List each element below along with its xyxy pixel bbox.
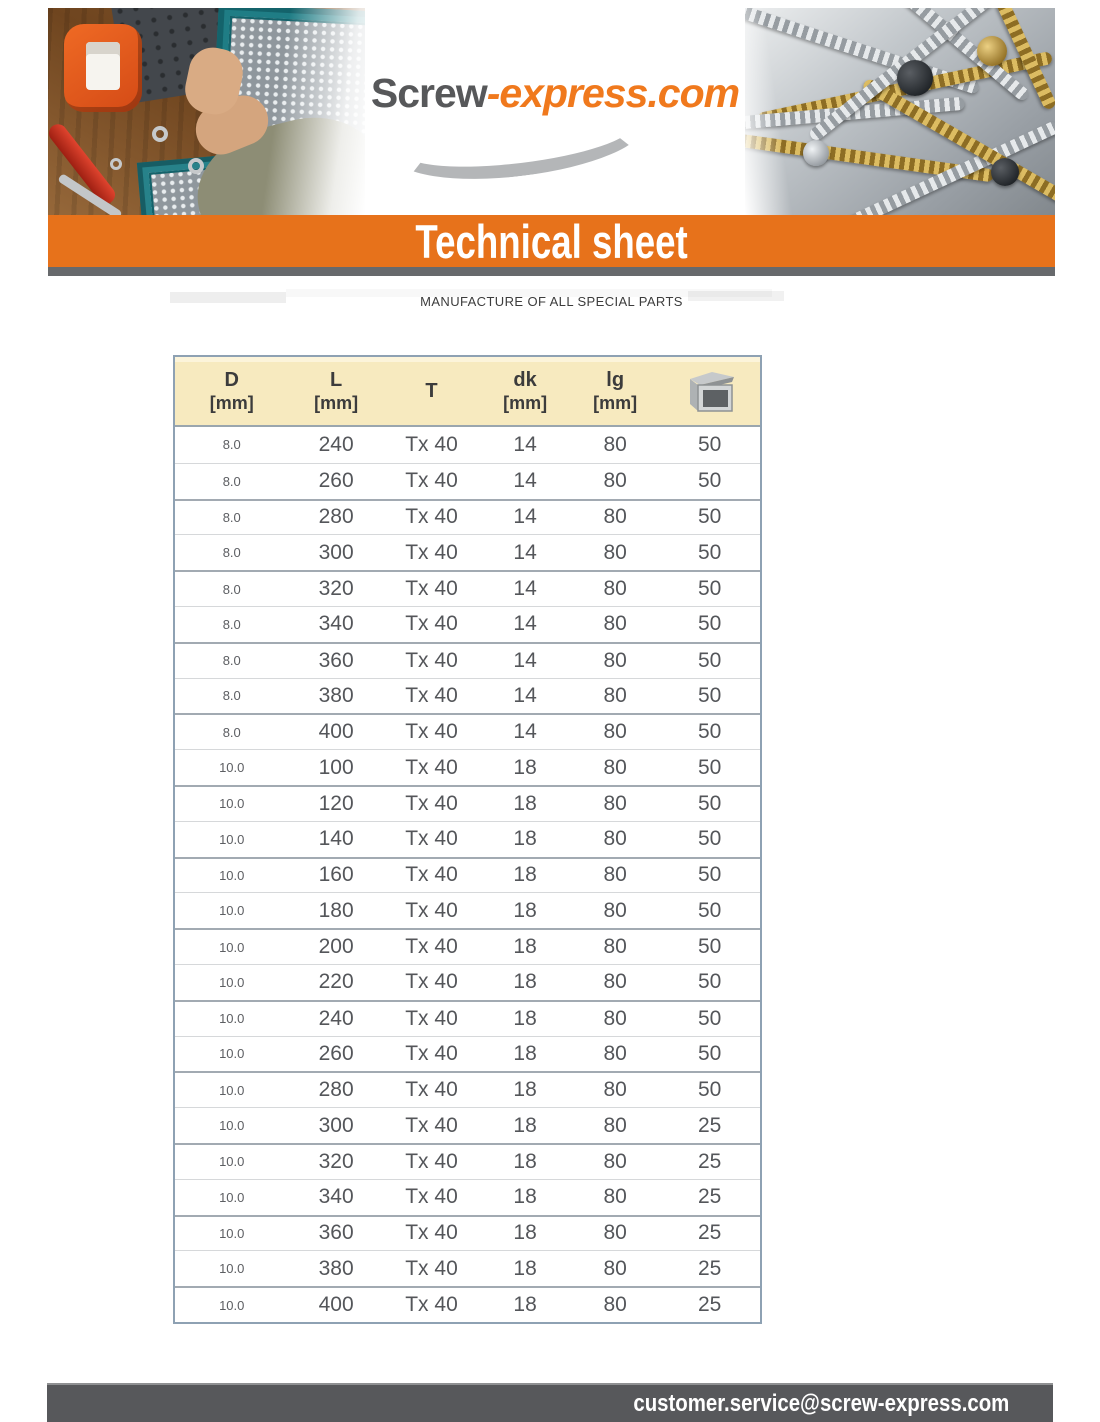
table-cell: 80	[603, 1221, 627, 1245]
table-cell: Tx 40	[405, 720, 458, 744]
table-cell: 14	[513, 648, 537, 672]
table-cell: 260	[318, 469, 354, 493]
table-cell: 400	[318, 720, 354, 744]
table-cell: 380	[318, 683, 354, 707]
photo-decor	[48, 8, 365, 215]
table-cell: 25	[697, 1221, 722, 1245]
table-cell: 14	[513, 683, 537, 707]
table-cell: 50	[697, 683, 722, 707]
table-cell: 18	[513, 970, 537, 994]
table-cell: 380	[318, 1256, 354, 1280]
column-label: lg	[606, 369, 625, 391]
spec-table	[173, 355, 762, 1324]
screws-pile-photo	[745, 8, 1055, 215]
table-cell: 320	[318, 1149, 354, 1173]
table-cell: 80	[603, 577, 627, 601]
table-row	[175, 892, 760, 928]
table-cell: 18	[513, 1149, 537, 1173]
table-cell: Tx 40	[405, 1256, 458, 1280]
table-cell: 50	[697, 540, 722, 564]
column-label: T	[425, 380, 438, 402]
table-cell: 10.0	[219, 974, 245, 990]
table-cell: 14	[513, 540, 537, 564]
table-cell: 50	[697, 1006, 722, 1030]
column-label: L	[330, 369, 343, 391]
table-row	[175, 534, 760, 570]
table-cell: 8.0	[222, 688, 241, 704]
table-cell: 80	[603, 970, 627, 994]
table-cell: 80	[603, 1256, 627, 1280]
table-cell: 80	[603, 612, 627, 636]
table-cell: 80	[603, 1041, 627, 1065]
table-cell: Tx 40	[405, 1221, 458, 1245]
table-cell: 50	[697, 1041, 722, 1065]
table-cell: 280	[318, 505, 354, 529]
table-cell: Tx 40	[405, 683, 458, 707]
column-header-d	[175, 357, 288, 425]
column-unit: [mm]	[209, 393, 254, 413]
column-unit: [mm]	[314, 393, 359, 413]
table-cell: 10.0	[219, 939, 245, 955]
table-cell: Tx 40	[405, 1149, 458, 1173]
logo-text-primary: Screw	[370, 70, 487, 116]
table-row	[175, 713, 760, 749]
table-cell: 14	[513, 469, 537, 493]
column-header-dk	[479, 357, 571, 425]
table-cell: 18	[513, 898, 537, 922]
table-cell: 18	[513, 1113, 537, 1137]
table-row	[175, 1215, 760, 1251]
workbench-photo	[48, 8, 365, 215]
table-row	[175, 1250, 760, 1286]
contact-email: customer.service@screw-express.com	[633, 1389, 1009, 1417]
table-cell: 14	[513, 720, 537, 744]
table-cell: 160	[318, 863, 354, 887]
table-cell: 50	[697, 935, 722, 959]
logo-text-secondary: -express.com	[486, 70, 740, 116]
table-cell: 360	[318, 648, 354, 672]
table-cell: 80	[603, 935, 627, 959]
page-title: Technical sheet	[415, 214, 688, 268]
table-cell: 50	[697, 1078, 722, 1102]
title-banner	[48, 215, 1055, 267]
table-cell: 18	[513, 1293, 537, 1317]
table-cell: 8.0	[222, 724, 241, 740]
table-cell: 8.0	[222, 653, 241, 669]
table-cell: 80	[603, 863, 627, 887]
column-unit: [mm]	[593, 393, 638, 413]
table-cell: 50	[697, 827, 722, 851]
table-cell: 25	[697, 1293, 722, 1317]
table-row	[175, 642, 760, 678]
table-cell: 80	[603, 469, 627, 493]
column-header-l	[288, 357, 383, 425]
table-cell: 8.0	[222, 616, 241, 632]
table-cell: 50	[697, 863, 722, 887]
table-cell: 300	[318, 1113, 354, 1137]
table-cell: 25	[697, 1185, 722, 1209]
table-cell: 80	[603, 827, 627, 851]
column-label: dk	[513, 369, 537, 391]
table-cell: 14	[513, 577, 537, 601]
table-row	[175, 1036, 760, 1072]
table-row	[175, 570, 760, 606]
table-row	[175, 606, 760, 642]
table-row	[175, 1000, 760, 1036]
table-cell: 280	[318, 1078, 354, 1102]
table-cell: Tx 40	[405, 1185, 458, 1209]
table-cell: 120	[318, 791, 354, 815]
table-cell: Tx 40	[405, 898, 458, 922]
table-cell: 240	[318, 432, 354, 456]
table-cell: 25	[697, 1113, 722, 1137]
table-cell: 25	[697, 1256, 722, 1280]
table-cell: Tx 40	[405, 1006, 458, 1030]
table-cell: Tx 40	[405, 935, 458, 959]
table-cell: 50	[697, 612, 722, 636]
column-header-package	[659, 357, 760, 425]
open-box-icon	[684, 369, 736, 413]
table-row	[175, 857, 760, 893]
table-row	[175, 1071, 760, 1107]
banner-underline	[48, 267, 1055, 276]
table-row	[175, 821, 760, 857]
table-row	[175, 463, 760, 499]
table-cell: 80	[603, 791, 627, 815]
table-cell: 50	[697, 755, 722, 779]
table-cell: 50	[697, 898, 722, 922]
table-cell: 80	[603, 1293, 627, 1317]
table-cell: 80	[603, 648, 627, 672]
table-cell: Tx 40	[405, 970, 458, 994]
table-cell: 50	[697, 577, 722, 601]
table-cell: 18	[513, 827, 537, 851]
table-cell: 18	[513, 863, 537, 887]
table-cell: 10.0	[219, 1297, 245, 1313]
table-cell: 50	[697, 505, 722, 529]
subtitle: MANUFACTURE OF ALL SPECIAL PARTS	[420, 294, 683, 309]
table-cell: 80	[603, 1113, 627, 1137]
table-cell: 10.0	[219, 1082, 245, 1098]
table-cell: 10.0	[219, 796, 245, 812]
table-cell: 50	[697, 720, 722, 744]
table-cell: Tx 40	[405, 469, 458, 493]
table-cell: Tx 40	[405, 1078, 458, 1102]
table-cell: 140	[318, 827, 354, 851]
table-body	[175, 427, 760, 1322]
table-cell: 14	[513, 432, 537, 456]
table-row	[175, 1107, 760, 1143]
table-cell: 10.0	[219, 1154, 245, 1170]
table-cell: 18	[513, 755, 537, 779]
table-cell: 50	[697, 791, 722, 815]
table-cell: 14	[513, 612, 537, 636]
table-cell: 18	[513, 791, 537, 815]
table-cell: 50	[697, 469, 722, 493]
table-cell: 200	[318, 935, 354, 959]
table-cell: Tx 40	[405, 648, 458, 672]
table-cell: 10.0	[219, 1046, 245, 1062]
photo-decor	[745, 8, 1055, 215]
table-cell: Tx 40	[405, 432, 458, 456]
table-row	[175, 964, 760, 1000]
table-cell: 340	[318, 612, 354, 636]
table-cell: 10.0	[219, 831, 245, 847]
table-cell: 50	[697, 432, 722, 456]
table-cell: Tx 40	[405, 755, 458, 779]
table-cell: Tx 40	[405, 863, 458, 887]
table-cell: 8.0	[222, 473, 241, 489]
table-cell: Tx 40	[405, 577, 458, 601]
table-row	[175, 1179, 760, 1215]
table-cell: Tx 40	[405, 505, 458, 529]
table-cell: 8.0	[222, 545, 241, 561]
table-cell: 400	[318, 1293, 354, 1317]
table-cell: 360	[318, 1221, 354, 1245]
column-header-lg	[571, 357, 659, 425]
table-cell: 10.0	[219, 1118, 245, 1134]
table-cell: 260	[318, 1041, 354, 1065]
table-row	[175, 749, 760, 785]
table-row	[175, 678, 760, 714]
column-header-t	[384, 357, 479, 425]
table-row	[175, 1286, 760, 1322]
column-label: D	[224, 369, 239, 391]
table-cell: 18	[513, 1041, 537, 1065]
table-cell: 80	[603, 1006, 627, 1030]
table-cell: 240	[318, 1006, 354, 1030]
table-cell: Tx 40	[405, 827, 458, 851]
table-cell: 18	[513, 1078, 537, 1102]
table-cell: 14	[513, 505, 537, 529]
table-cell: 50	[697, 970, 722, 994]
table-cell: 320	[318, 577, 354, 601]
table-row	[175, 928, 760, 964]
table-cell: Tx 40	[405, 540, 458, 564]
table-row	[175, 1143, 760, 1179]
table-cell: 50	[697, 648, 722, 672]
table-cell: 300	[318, 540, 354, 564]
table-cell: 80	[603, 432, 627, 456]
table-cell: 80	[603, 505, 627, 529]
table-row	[175, 785, 760, 821]
table-cell: 10.0	[219, 1261, 245, 1277]
table-cell: Tx 40	[405, 1113, 458, 1137]
table-cell: 8.0	[222, 437, 241, 453]
table-cell: 10.0	[219, 1225, 245, 1241]
table-cell: 80	[603, 1185, 627, 1209]
table-cell: 18	[513, 935, 537, 959]
table-cell: 10.0	[219, 903, 245, 919]
table-cell: Tx 40	[405, 1293, 458, 1317]
table-cell: 25	[697, 1149, 722, 1173]
table-cell: 180	[318, 898, 354, 922]
table-cell: Tx 40	[405, 612, 458, 636]
table-cell: 18	[513, 1256, 537, 1280]
table-cell: 8.0	[222, 581, 241, 597]
table-row	[175, 427, 760, 463]
table-cell: 8.0	[222, 509, 241, 525]
table-cell: 80	[603, 720, 627, 744]
table-cell: 80	[603, 755, 627, 779]
table-cell: 18	[513, 1221, 537, 1245]
table-cell: 80	[603, 683, 627, 707]
table-cell: 100	[318, 755, 354, 779]
footer-bar	[47, 1383, 1053, 1422]
table-cell: 80	[603, 898, 627, 922]
column-unit: [mm]	[503, 393, 548, 413]
table-cell: 80	[603, 540, 627, 564]
table-cell: 10.0	[219, 1011, 245, 1027]
brand-logo	[365, 8, 745, 215]
table-cell: 10.0	[219, 867, 245, 883]
table-row	[175, 499, 760, 535]
table-cell: Tx 40	[405, 1041, 458, 1065]
table-cell: 10.0	[219, 1189, 245, 1205]
table-cell: 80	[603, 1078, 627, 1102]
table-cell: 220	[318, 970, 354, 994]
table-cell: 18	[513, 1006, 537, 1030]
table-cell: 340	[318, 1185, 354, 1209]
table-cell: Tx 40	[405, 791, 458, 815]
table-header	[175, 357, 760, 427]
table-cell: 80	[603, 1149, 627, 1173]
table-cell: 18	[513, 1185, 537, 1209]
table-cell: 10.0	[219, 760, 245, 776]
